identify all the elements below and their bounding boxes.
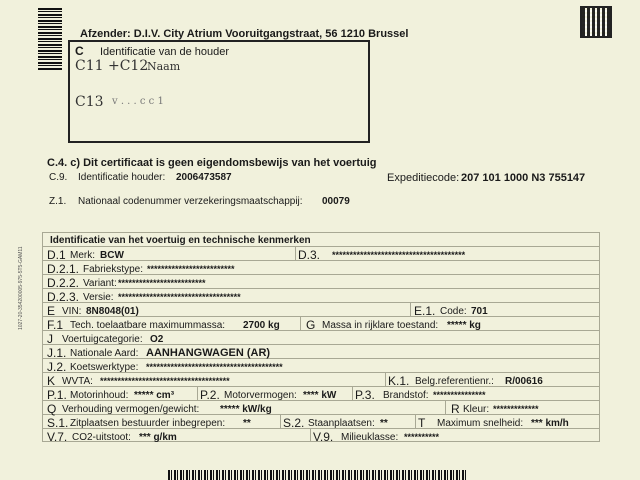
s1-code: S.1. <box>47 416 69 430</box>
p1-value: ***** cm³ <box>134 390 175 401</box>
k-label: WVTA: <box>62 376 93 387</box>
v7-value: *** g/km <box>139 432 177 443</box>
j1-code: J.1. <box>47 346 67 360</box>
r-value: ************* <box>493 404 539 414</box>
d21-code: D.2.1. <box>47 262 80 276</box>
z1-code: Z.1. <box>49 196 67 207</box>
p1-code: P.1. <box>47 388 67 402</box>
q-value: ***** kW/kg <box>220 404 272 415</box>
p3-code: P.3. <box>355 388 375 402</box>
d1-value: BCW <box>100 250 124 261</box>
qr-code <box>580 6 612 38</box>
d23-code: D.2.3. <box>47 290 80 304</box>
holder-title: Identificatie van de houder <box>100 46 230 58</box>
e-value: 8N8048(01) <box>86 306 139 317</box>
p3-label: Brandstof: <box>383 390 429 401</box>
holder-c11-c12: C11 +C12 <box>75 58 149 74</box>
k-value: ************************************* <box>100 376 230 386</box>
v7-label: CO2-uitstoot: <box>72 432 131 443</box>
j-value: O2 <box>150 334 164 345</box>
r-label: Kleur: <box>463 404 490 415</box>
holder-c13: C13 <box>75 94 104 110</box>
d1-label: Merk: <box>70 250 95 261</box>
s2-code: S.2. <box>283 416 305 430</box>
d21-label: Fabriekstype: <box>83 264 144 275</box>
d23-value: *********************************** <box>118 292 241 302</box>
q-label: Verhouding vermogen/gewicht: <box>62 404 200 415</box>
k-code: K <box>47 374 56 388</box>
j1-value: AANHANGWAGEN (AR) <box>146 347 271 359</box>
barcode-bottom <box>168 470 468 480</box>
j2-value: *************************************** <box>146 362 283 372</box>
d1-code: D.1 <box>47 248 66 262</box>
g-code: G <box>306 318 316 332</box>
v9-code: V.9. <box>313 430 334 444</box>
z1-label: Nationaal codenummer verzekeringsmaatschappij: <box>78 196 303 207</box>
p2-label: Motorvermogen: <box>224 390 297 401</box>
t-value: *** km/h <box>531 418 569 429</box>
s2-label: Staanplaatsen: <box>308 418 375 429</box>
p3-value: *************** <box>433 390 486 400</box>
e-label: VIN: <box>62 306 82 317</box>
d22-value: ************************* <box>118 278 206 288</box>
sender-address: Afzender: D.I.V. City Atrium Vooruitgangstraat, 56 1210 Brussel <box>80 28 409 40</box>
d3-value: ************************************** <box>332 250 466 260</box>
d23-label: Versie: <box>83 292 114 303</box>
j1-label: Nationale Aard: <box>70 348 139 359</box>
z1-value: 00079 <box>322 196 350 207</box>
s2-value: ** <box>380 418 388 429</box>
t-code: T <box>418 416 426 430</box>
expedition-value: 207 101 1000 N3 755147 <box>461 172 586 184</box>
j2-label: Koetswerktype: <box>70 362 139 373</box>
j-label: Voertuigcategorie: <box>62 334 143 345</box>
g-value: ***** kg <box>447 320 481 331</box>
e-code: E <box>47 304 56 318</box>
c9-code: C.9. <box>49 172 68 183</box>
c9-value: 2006473587 <box>176 172 232 183</box>
k1-label: Belg.referentienr.: <box>415 376 494 387</box>
p2-value: **** kW <box>303 390 337 401</box>
d21-value: ************************* <box>147 264 235 274</box>
p1-label: Motorinhoud: <box>70 390 129 401</box>
expedition-label: Expeditiecode: <box>387 172 460 184</box>
j-code: J <box>47 332 53 346</box>
e1-label: Code: <box>440 306 467 317</box>
e1-value: 701 <box>471 306 488 317</box>
holder-name-label: Naam <box>147 60 181 73</box>
side-code: 1027-20-354200005-975-5T5-GAM11 <box>18 246 24 330</box>
d3-code: D.3. <box>298 248 321 262</box>
s1-value: ** <box>243 418 251 429</box>
d22-label: Variant: <box>83 278 117 289</box>
vehicle-title: Identificatie van het voertuig en technische kenmerken <box>50 235 311 246</box>
t-label: Maximum snelheid: <box>437 418 524 429</box>
q-code: Q <box>47 402 57 416</box>
f1-label: Tech. toelaatbare maximummassa: <box>70 320 226 331</box>
k1-value: R/00616 <box>505 376 543 387</box>
f1-code: F.1 <box>47 318 64 332</box>
j2-code: J.2. <box>47 360 67 374</box>
holder-code: C <box>75 44 84 58</box>
k1-code: K.1. <box>388 374 410 388</box>
v9-value: ********** <box>404 432 440 442</box>
holder-handwriting: v . . . c c 1 <box>112 96 164 107</box>
r-code: R <box>451 402 460 416</box>
g-label: Massa in rijklare toestand: <box>322 320 439 331</box>
d22-code: D.2.2. <box>47 276 80 290</box>
barcode-vertical <box>38 8 62 70</box>
c9-label: Identificatie houder: <box>78 172 166 183</box>
v9-label: Milieuklasse: <box>341 432 399 443</box>
v7-code: V.7. <box>47 430 68 444</box>
c4-notice: C.4. c) Dit certificaat is geen eigendomsbewijs van het voertuig <box>47 157 377 169</box>
e1-code: E.1. <box>414 304 436 318</box>
p2-code: P.2. <box>200 388 220 402</box>
f1-value: 2700 kg <box>243 320 280 331</box>
s1-label: Zitplaatsen bestuurder inbegrepen: <box>70 418 226 429</box>
